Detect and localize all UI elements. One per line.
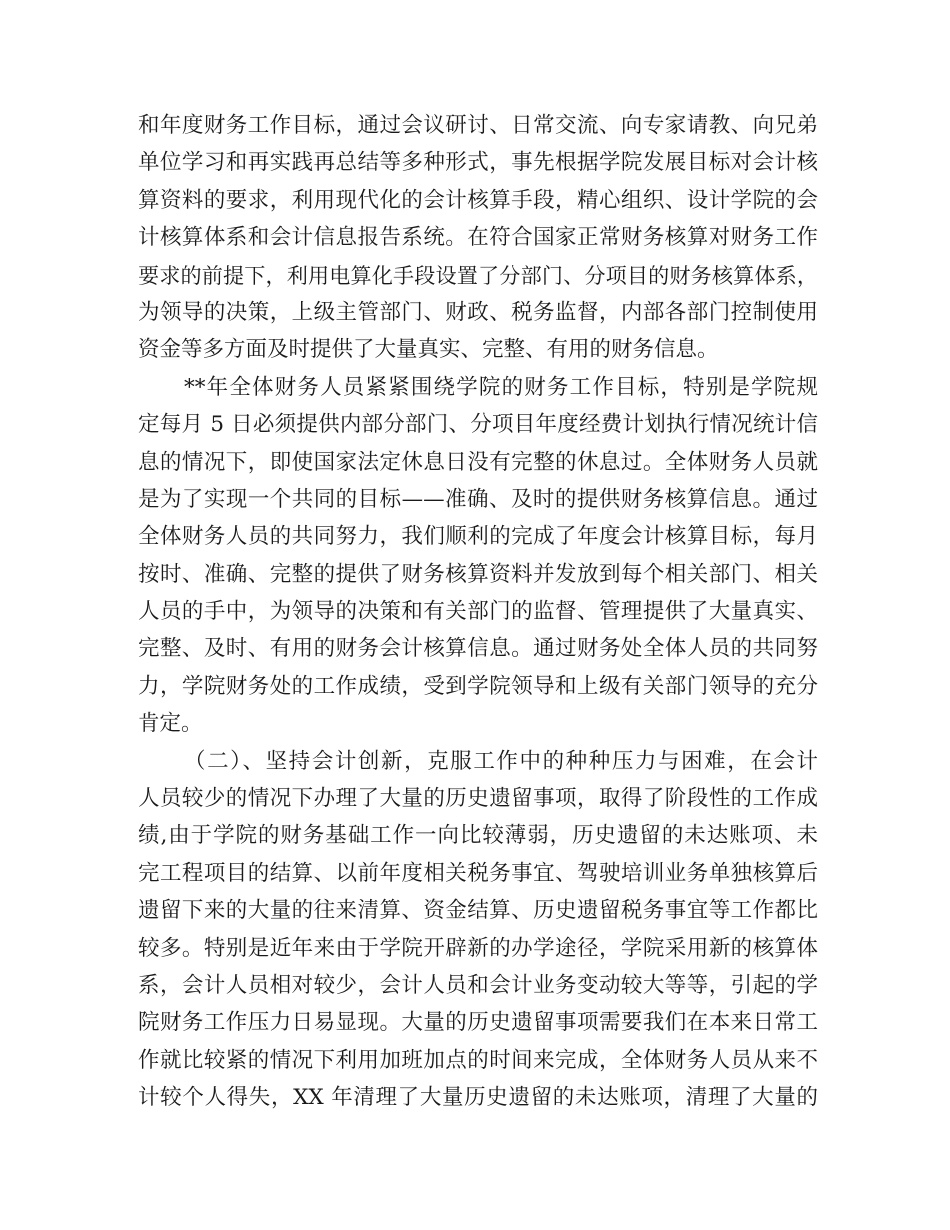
text-line: 完整、及时、有用的财务会计核算信息。通过财务处全体人员的共同努 [138,636,818,662]
text-line: 全体财务人员的共同努力，我们顺利的完成了年度会计核算目标，每月 [138,524,818,550]
text-line: **年全体财务人员紧紧围绕学院的财务工作目标，特别是学院规 [184,374,818,400]
paragraph [138,107,818,369]
text-line: 系，会计人员相对较少，会计人员和会计业务变动较大等等，引起的学 [138,972,818,998]
text-line: 计较个人得失，XX 年清理了大量历史遗留的未达账项，清理了大量的 [138,1085,818,1111]
text-line: 人员较少的情况下办理了大量的历史遗留事项，取得了阶段性的工作成 [138,786,818,812]
text-line: 按时、准确、完整的提供了财务核算资料并发放到每个相关部门、相关 [138,561,818,587]
text-line: 定每月 5 日必须提供内部分部门、分项目年度经费计划执行情况统计信 [138,412,818,438]
text-line: 资金等多方面及时提供了大量真实、完整、有用的财务信息。 [138,337,719,363]
text-line: 单位学习和再实践再总结等多种形式，事先根据学院发展目标对会计核 [138,150,818,176]
text-line: 和年度财务工作目标，通过会议研讨、日常交流、向专家请教、向兄弟 [138,113,818,138]
text-line: 较多。特别是近年来由于学院开辟新的办学途径，学院采用新的核算体 [138,935,818,961]
text-line: （二）、坚持会计创新，克服工作中的种种压力与困难，在会计 [184,748,818,774]
text-line: 要求的前提下，利用电算化手段设置了分部门、分项目的财务核算体系， [138,262,818,288]
text-line: 息的情况下，即使国家法定休息日没有完整的休息过。全体财务人员就 [138,449,818,475]
text-line: 院财务工作压力日易显现。大量的历史遗留事项需要我们在本来日常工 [138,1010,818,1036]
text-line: 是为了实现一个共同的目标——准确、及时的提供财务核算信息。通过 [138,486,818,512]
text-line: 人员的手中，为领导的决策和有关部门的监督、管理提供了大量真实、 [138,599,818,625]
text-line: 遗留下来的大量的往来清算、资金结算、历史遗留税务事宜等工作都比 [138,898,818,924]
text-line: 计核算体系和会计信息报告系统。在符合国家正常财务核算对财务工作 [138,225,818,251]
text-line: 力，学院财务处的工作成绩，受到学院领导和上级有关部门领导的充分 [138,673,818,699]
text-line: 算资料的要求，利用现代化的会计核算手段，精心组织、设计学院的会 [138,187,818,213]
document-body [138,107,818,1117]
text-line: 绩,由于学院的财务基础工作一向比较薄弱，历史遗留的未达账项、未 [138,823,818,849]
text-line: 肯定。 [138,711,203,737]
paragraph [138,743,818,1117]
text-line: 完工程项目的结算、以前年度相关税务事宜、驾驶培训业务单独核算后 [138,860,818,886]
paragraph [138,369,818,743]
text-line: 作就比较紧的情况下利用加班加点的时间来完成，全体财务人员从来不 [138,1047,818,1073]
text-line: 为领导的决策，上级主管部门、财政、税务监督，内部各部门控制使用 [138,299,818,325]
